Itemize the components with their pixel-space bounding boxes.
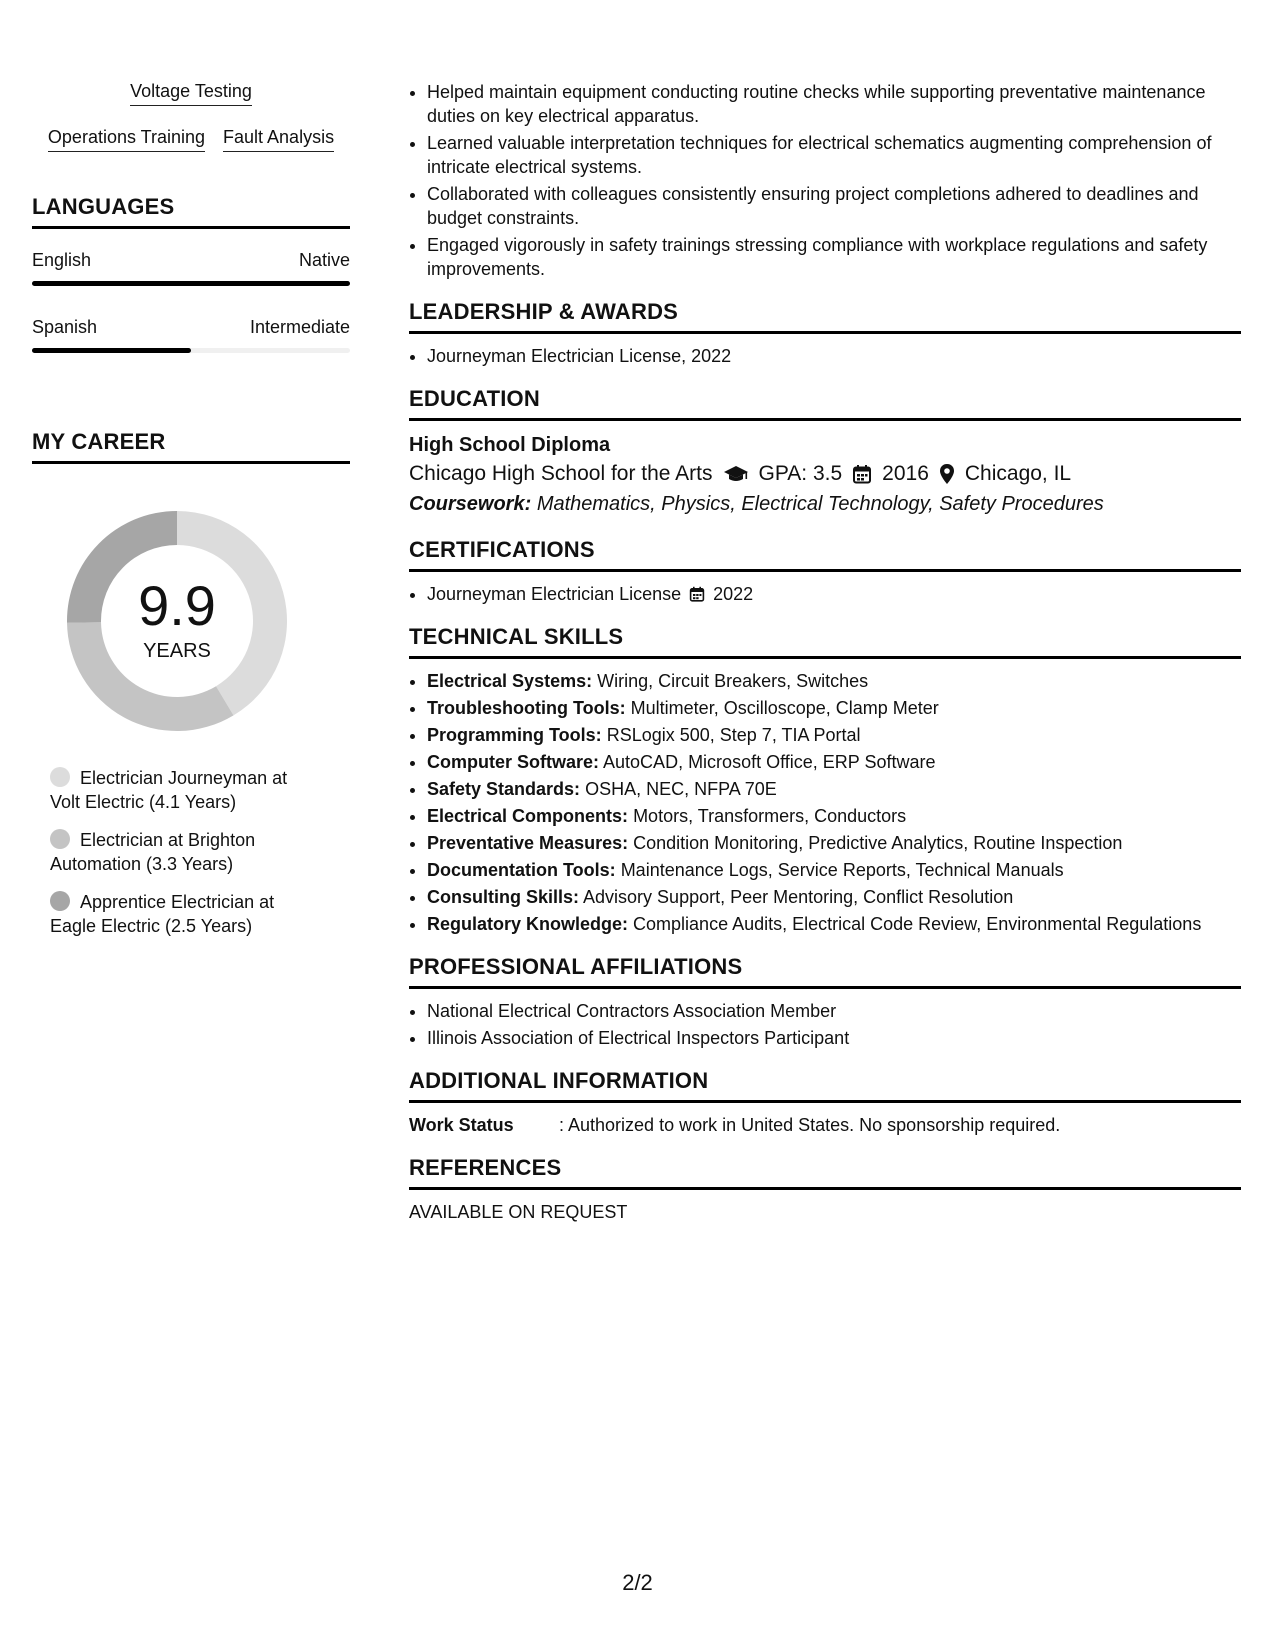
skill-values: Maintenance Logs, Service Reports, Technical Manuals bbox=[620, 860, 1064, 880]
career-title: MY CAREER bbox=[32, 429, 350, 464]
career-legend-item bbox=[50, 890, 320, 938]
career-unit: YEARS bbox=[143, 640, 211, 662]
affiliation-item: • Illinois Association of Electrical Inspectors Participant bbox=[427, 1026, 1241, 1050]
experience-bullet: • Collaborated with colleagues consistently ensuring project completions adhered to deadlines and budget constraints. bbox=[427, 182, 1241, 230]
additional-info-section bbox=[409, 1068, 1241, 1137]
experience-bullet: • Engaged vigorously in safety trainings stressing compliance with workplace regulations and safety improvements. bbox=[427, 233, 1241, 281]
technical-skill-item bbox=[427, 750, 1241, 774]
main-content bbox=[409, 80, 1241, 1224]
legend-dot-icon bbox=[50, 891, 70, 911]
legend-dot-icon bbox=[50, 829, 70, 849]
skill-values: AutoCAD, Microsoft Office, ERP Software bbox=[603, 752, 936, 772]
references-section bbox=[409, 1155, 1241, 1224]
skill-category: Documentation Tools: bbox=[427, 860, 616, 880]
skill-values: Advisory Support, Peer Mentoring, Conflict Resolution bbox=[583, 887, 1014, 907]
certification-year: 2022 bbox=[713, 584, 754, 604]
skill-category: Consulting Skills: bbox=[427, 887, 580, 907]
work-status-row bbox=[409, 1113, 1241, 1137]
education-school: Chicago High School for the Arts bbox=[409, 462, 713, 485]
career-legend-item bbox=[50, 828, 320, 876]
work-status-label: Work Status bbox=[409, 1115, 514, 1135]
leadership-item: • Journeyman Electrician License, 2022 bbox=[427, 344, 1241, 368]
additional-info-title: ADDITIONAL INFORMATION bbox=[409, 1068, 1241, 1103]
donut-slice bbox=[67, 622, 233, 731]
skill-tag: Voltage Testing bbox=[130, 80, 252, 106]
legend-dot-icon bbox=[50, 767, 70, 787]
certifications-section bbox=[409, 537, 1241, 606]
skill-tag: Fault Analysis bbox=[223, 126, 334, 152]
certification-item bbox=[427, 582, 1241, 606]
career-legend-item bbox=[50, 766, 320, 814]
skill-category: Troubleshooting Tools: bbox=[427, 698, 626, 718]
leadership-title: LEADERSHIP & AWARDS bbox=[409, 299, 1241, 334]
skill-category: Electrical Systems: bbox=[427, 671, 593, 691]
experience-bullet: • Learned valuable interpretation techniques for electrical schematics augmenting comprehension of intricate electrical systems. bbox=[427, 131, 1241, 179]
education-section bbox=[409, 386, 1241, 519]
calendar-icon bbox=[689, 585, 705, 603]
career-legend-label: Electrician Journeyman at Volt Electric (4.1 Years) bbox=[50, 768, 288, 812]
skill-values: RSLogix 500, Step 7, TIA Portal bbox=[606, 725, 861, 745]
references-text: AVAILABLE ON REQUEST bbox=[409, 1202, 628, 1222]
skills-row bbox=[32, 126, 350, 152]
education-details bbox=[409, 459, 1241, 489]
technical-skill-item bbox=[427, 804, 1241, 828]
language-name: English bbox=[32, 250, 92, 270]
experience-bullets bbox=[409, 80, 1241, 281]
graduation-cap-icon bbox=[723, 464, 749, 484]
technical-skill-item bbox=[427, 696, 1241, 720]
language-bar bbox=[32, 281, 350, 286]
career-legend-label: Electrician at Brighton Automation (3.3 Years) bbox=[50, 830, 256, 874]
certification-name: • Journeyman Electrician License bbox=[427, 584, 682, 604]
leadership-section bbox=[409, 299, 1241, 368]
experience-bullet: • Helped maintain equipment conducting routine checks while supporting preventative maintenance duties on key electrical apparatus. bbox=[427, 80, 1241, 128]
language-bar-fill bbox=[32, 281, 350, 286]
career-total: 9.9 bbox=[138, 574, 216, 637]
skill-category: Regulatory Knowledge: bbox=[427, 914, 629, 934]
coursework-list: Mathematics, Physics, Electrical Technology, Safety Procedures bbox=[536, 493, 1104, 515]
skill-values: Motors, Transformers, Conductors bbox=[633, 806, 907, 826]
calendar-icon bbox=[852, 464, 872, 484]
page-number: 2/2 bbox=[622, 1570, 653, 1595]
language-name: Spanish bbox=[32, 317, 98, 337]
technical-skills-title: TECHNICAL SKILLS bbox=[409, 624, 1241, 659]
skill-category: Electrical Components: bbox=[427, 806, 629, 826]
education-degree: High School Diploma bbox=[409, 434, 611, 456]
certifications-title: CERTIFICATIONS bbox=[409, 537, 1241, 572]
technical-skill-item bbox=[427, 669, 1241, 693]
education-coursework bbox=[409, 489, 1241, 519]
language-bar bbox=[32, 348, 350, 353]
education-gpa: GPA: 3.5 bbox=[758, 462, 843, 485]
skill-values: Wiring, Circuit Breakers, Switches bbox=[597, 671, 869, 691]
coursework-label: Coursework: bbox=[409, 493, 532, 515]
work-status-value: : Authorized to work in United States. No sponsorship required. bbox=[559, 1115, 1061, 1135]
skill-category: Programming Tools: bbox=[427, 725, 602, 745]
education-location: Chicago, IL bbox=[964, 462, 1072, 485]
language-item bbox=[32, 249, 350, 286]
affiliation-item: • National Electrical Contractors Association Member bbox=[427, 999, 1241, 1023]
technical-skill-item bbox=[427, 912, 1241, 936]
skill-category: Computer Software: bbox=[427, 752, 600, 772]
language-item bbox=[32, 316, 350, 353]
career-legend-label: Apprentice Electrician at Eagle Electric (2.5 Years) bbox=[50, 892, 275, 936]
skill-values: Multimeter, Oscilloscope, Clamp Meter bbox=[630, 698, 939, 718]
career-donut-chart bbox=[62, 506, 292, 736]
language-bar-fill bbox=[32, 348, 191, 353]
skill-tag: Operations Training bbox=[48, 126, 205, 152]
languages-title: LANGUAGES bbox=[32, 194, 350, 229]
technical-skill-item bbox=[427, 777, 1241, 801]
skill-category: Preventative Measures: bbox=[427, 833, 629, 853]
skill-values: Compliance Audits, Electrical Code Review, Environmental Regulations bbox=[633, 914, 1202, 934]
skill-category: Safety Standards: bbox=[427, 779, 581, 799]
skill-values: Condition Monitoring, Predictive Analytics, Routine Inspection bbox=[633, 833, 1123, 853]
technical-skills-section bbox=[409, 624, 1241, 936]
career-legend bbox=[50, 766, 350, 938]
affiliations-title: PROFESSIONAL AFFILIATIONS bbox=[409, 954, 1241, 989]
skill-values: OSHA, NEC, NFPA 70E bbox=[585, 779, 777, 799]
education-title: EDUCATION bbox=[409, 386, 1241, 421]
affiliations-section bbox=[409, 954, 1241, 1050]
skills-row bbox=[32, 80, 350, 106]
language-level: Intermediate bbox=[249, 317, 350, 337]
technical-skill-item bbox=[427, 723, 1241, 747]
technical-skill-item bbox=[427, 885, 1241, 909]
references-title: REFERENCES bbox=[409, 1155, 1241, 1190]
technical-skill-item bbox=[427, 831, 1241, 855]
location-pin-icon bbox=[939, 463, 955, 485]
sidebar bbox=[32, 80, 350, 952]
language-level: Native bbox=[298, 250, 350, 270]
education-year: 2016 bbox=[882, 462, 929, 485]
technical-skill-item bbox=[427, 858, 1241, 882]
